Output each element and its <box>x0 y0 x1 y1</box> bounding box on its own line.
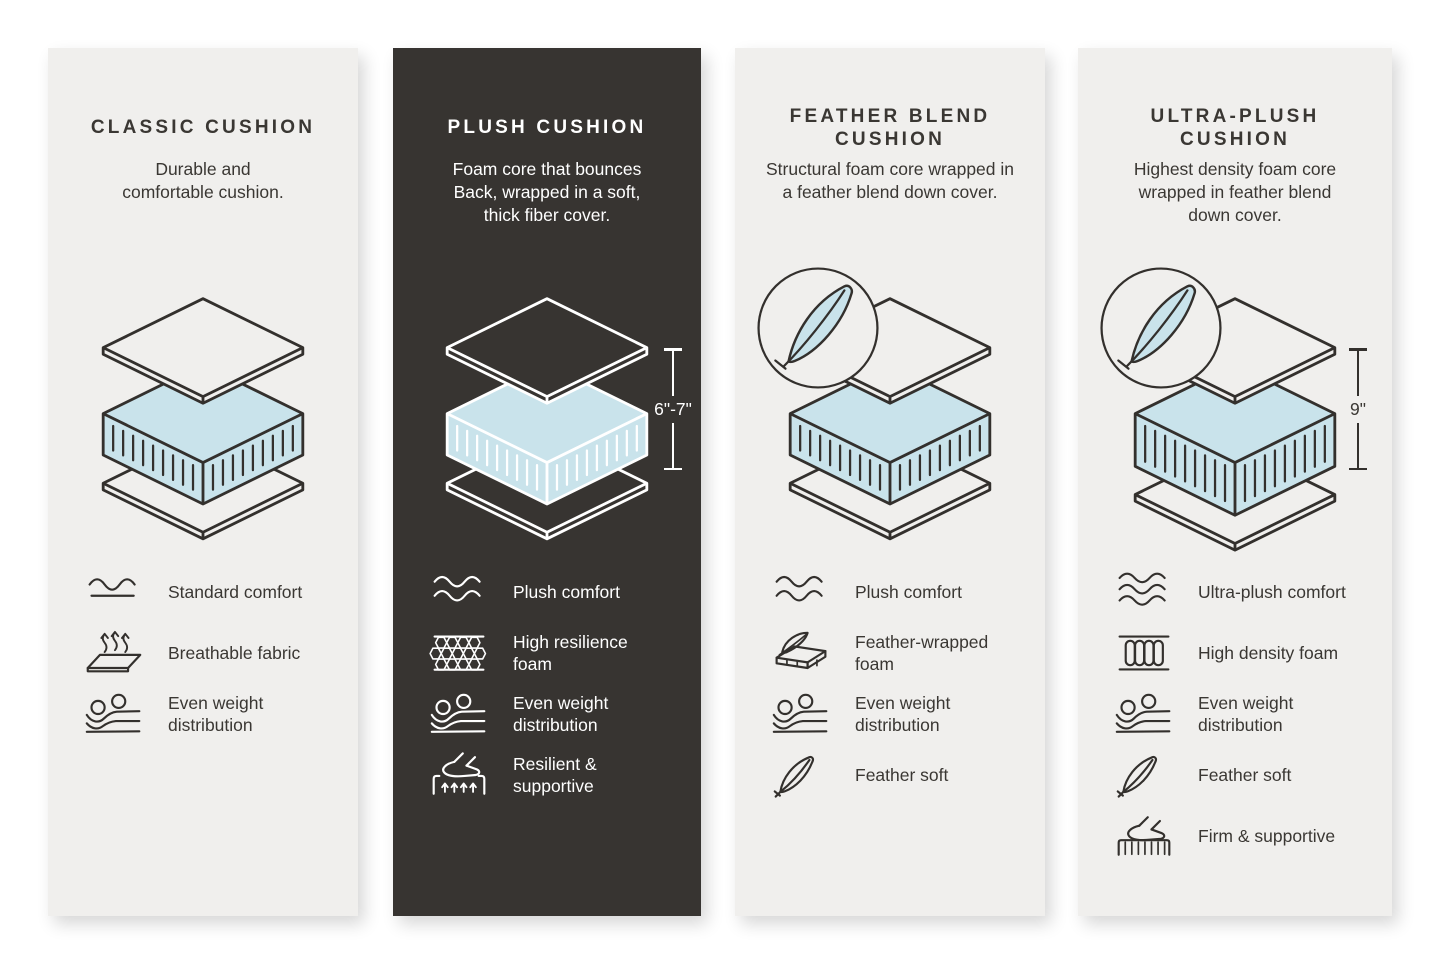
feature-label-line: foam <box>855 654 894 674</box>
feature-label-line: Standard comfort <box>168 581 303 602</box>
feather-icon <box>771 751 831 799</box>
card-description-line: Foam core that bounces <box>452 159 642 179</box>
card-description-line: Back, wrapped in a soft, <box>453 181 641 202</box>
card-title <box>1086 98 1384 158</box>
layered-cushion-illustration <box>434 291 660 555</box>
high-density-foam-icon <box>1114 629 1174 677</box>
even-weight-icon <box>1114 690 1174 738</box>
feature-row <box>84 690 344 738</box>
feature-row <box>1114 629 1378 677</box>
feature-label <box>855 631 988 676</box>
feature-label-line: Feather soft <box>855 764 949 785</box>
wave-single-icon <box>84 568 144 616</box>
feature-label-line: foam <box>513 654 552 674</box>
cushion-diagram <box>48 291 358 581</box>
card-title <box>56 98 350 158</box>
feather-badge <box>755 265 881 391</box>
feature-label <box>168 692 263 737</box>
card-description-line: down cover. <box>1188 204 1282 225</box>
card-title-line: FEATHER BLEND <box>789 105 991 127</box>
card-title-line: PLUSH CUSHION <box>447 117 647 139</box>
feature-label <box>513 692 608 737</box>
feature-label-line: Feather soft <box>1198 764 1292 785</box>
feature-row <box>84 629 344 677</box>
height-dimension <box>643 348 703 470</box>
dimension-bottom-cap <box>1349 468 1367 471</box>
feature-list <box>1114 568 1378 860</box>
feather-badge <box>1098 265 1224 391</box>
card-description-line: a feather blend down cover. <box>782 181 998 202</box>
card-ultra-plush-cushion <box>1078 48 1392 916</box>
card-feather-blend-cushion <box>735 48 1045 916</box>
feature-label-line: distribution <box>855 715 940 735</box>
card-description <box>741 158 1039 204</box>
wave-double-icon <box>429 568 489 616</box>
feature-label <box>1198 581 1346 603</box>
feature-label-line: Plush comfort <box>513 581 620 602</box>
feather-icon <box>1114 751 1174 799</box>
cushion-diagram <box>735 291 1045 581</box>
feature-row <box>429 629 687 677</box>
feature-list <box>429 568 687 799</box>
feature-list <box>771 568 1031 799</box>
feature-label <box>513 753 597 798</box>
card-title-line: CUSHION <box>834 129 945 150</box>
card-description-line: wrapped in feather blend <box>1138 181 1332 202</box>
feature-row <box>429 568 687 616</box>
feature-label-line: Even weight <box>513 692 609 713</box>
feature-row <box>771 629 1031 677</box>
card-description <box>1084 158 1386 226</box>
feature-row <box>84 568 344 616</box>
height-dimension-label: 6"-7" <box>654 398 692 419</box>
feature-row <box>429 751 687 799</box>
feature-label-line: distribution <box>513 715 598 735</box>
feature-label <box>855 692 950 737</box>
feature-list <box>84 568 344 738</box>
card-title-line: ULTRA-PLUSH <box>1150 105 1320 127</box>
feature-label-line: Breathable fabric <box>168 642 301 663</box>
wave-triple-icon <box>1114 568 1174 616</box>
feature-label-line: distribution <box>168 715 253 735</box>
feature-label-line: supportive <box>513 776 594 796</box>
height-dimension <box>1328 348 1388 470</box>
card-title-line: CUSHION <box>1179 129 1290 150</box>
feather-wrapped-foam-icon <box>771 629 831 677</box>
feature-label-line: Resilient & <box>513 753 597 774</box>
feature-row <box>1114 568 1378 616</box>
card-description-line: Durable and <box>155 159 251 179</box>
wave-double-icon <box>771 568 831 616</box>
honeycomb-foam-icon <box>429 629 489 677</box>
card-description <box>54 158 352 204</box>
card-description-line: Structural foam core wrapped in <box>765 159 1015 179</box>
card-title <box>401 98 693 158</box>
dimension-line <box>672 423 675 468</box>
card-title-line: CLASSIC CUSHION <box>90 117 316 139</box>
feature-label-line: distribution <box>1198 715 1283 735</box>
feature-label <box>1198 764 1291 786</box>
feature-row <box>771 751 1031 799</box>
card-description <box>399 158 695 226</box>
feature-label-line: Ultra-plush comfort <box>1198 581 1346 602</box>
firm-supportive-icon <box>1114 812 1174 860</box>
feature-label <box>513 631 628 676</box>
layered-cushion-illustration <box>90 291 316 555</box>
height-dimension-label: 9" <box>1350 398 1366 419</box>
feature-row <box>429 690 687 738</box>
feature-label <box>168 642 300 664</box>
feature-label-line: Firm & supportive <box>1198 825 1336 846</box>
feature-label <box>513 581 620 603</box>
card-description-line: comfortable cushion. <box>122 181 284 202</box>
feature-label <box>1198 642 1338 664</box>
feature-label <box>855 764 948 786</box>
even-weight-icon <box>429 690 489 738</box>
cushion-diagram <box>393 291 701 581</box>
dimension-line <box>1357 423 1360 468</box>
feature-row <box>1114 812 1378 860</box>
feature-row <box>771 690 1031 738</box>
feature-row <box>1114 751 1378 799</box>
feature-label <box>168 581 302 603</box>
feature-label-line: High resilience <box>513 631 628 652</box>
resilient-supportive-icon <box>429 751 489 799</box>
feature-label <box>855 581 962 603</box>
card-classic-cushion <box>48 48 358 916</box>
feature-row <box>771 568 1031 616</box>
feature-label <box>1198 825 1335 847</box>
breathable-fabric-icon <box>84 629 144 677</box>
cushion-diagram <box>1078 291 1392 581</box>
card-title <box>743 98 1037 158</box>
dimension-bottom-cap <box>664 468 682 471</box>
feature-label-line: Even weight <box>168 692 264 713</box>
feature-row <box>1114 690 1378 738</box>
dimension-line <box>672 351 675 396</box>
feature-label-line: High density foam <box>1198 642 1339 663</box>
feature-label-line: Even weight <box>1198 692 1294 713</box>
dimension-line <box>1357 351 1360 396</box>
even-weight-icon <box>771 690 831 738</box>
feature-label-line: Even weight <box>855 692 951 713</box>
card-description-line: Highest density foam core <box>1133 159 1337 179</box>
card-description-line: thick fiber cover. <box>483 204 611 225</box>
feature-label-line: Plush comfort <box>855 581 962 602</box>
feature-label <box>1198 692 1293 737</box>
feature-label-line: Feather-wrapped <box>855 631 989 652</box>
card-plush-cushion <box>393 48 701 916</box>
even-weight-icon <box>84 690 144 738</box>
